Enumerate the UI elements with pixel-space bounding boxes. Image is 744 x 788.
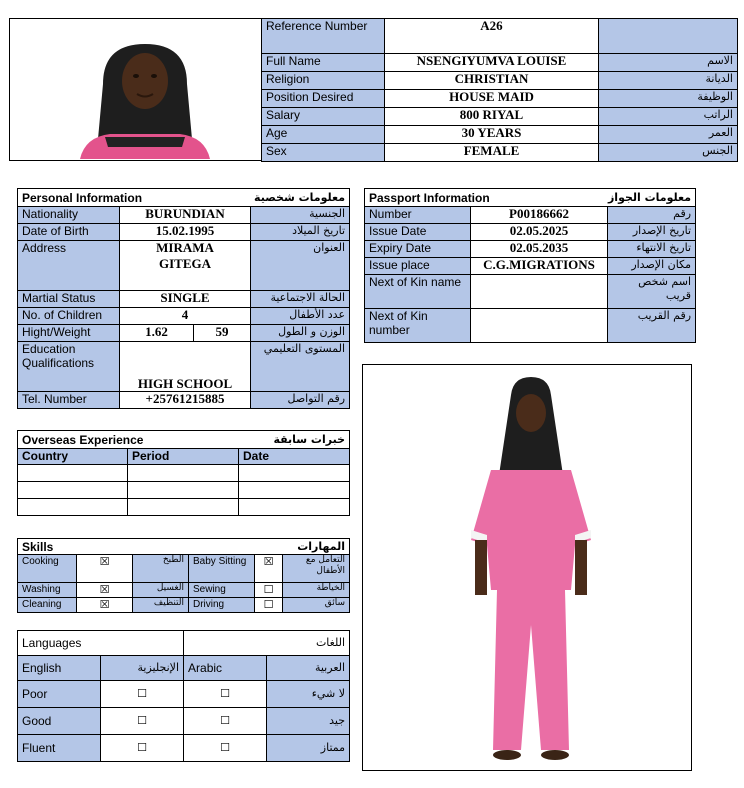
address-label-ar: العنوان [251,241,350,291]
nationality-label-ar: الجنسية [251,207,350,224]
marital-label: Martial Status [18,291,120,308]
salary-label-ar: الراتب [599,108,738,126]
position-value: HOUSE MAID [385,90,599,108]
salary-label: Salary [262,108,385,126]
kin-name-label-ar: اسم شخص قريب [608,275,696,309]
level-fluent-label-ar: ممتاز [267,735,350,762]
skill-sewing-label-ar: الخياطة [283,583,350,598]
religion-value: CHRISTIAN [385,72,599,90]
level-poor-label-ar: لا شيء [267,681,350,708]
personal-title-ar: معلومات شخصية [254,191,346,204]
skill-cooking-label-ar: الطبخ [133,555,189,583]
skill-babysitting-label-ar: التعامل مع الأطفال [283,555,350,583]
age-label-ar: العمر [599,126,738,144]
level-good-label-ar: جيد [267,708,350,735]
address-line2: GITEGA [158,256,211,271]
age-value: 30 YEARS [385,126,599,144]
passport-number-label-ar: رقم [608,207,696,224]
skill-sewing-label: Sewing [189,583,255,598]
marital-value: SINGLE [120,291,251,308]
nationality-value: BURUNDIAN [120,207,251,224]
issue-date-label-ar: تاريخ الإصدار [608,224,696,241]
passport-info-table [364,188,696,343]
skill-sewing-checkbox[interactable]: ☐ [255,583,283,598]
hw-label: Hight/Weight [18,325,120,342]
overseas-title: Overseas Experience [22,433,144,447]
nationality-label: Nationality [18,207,120,224]
passport-title-ar: معلومات الجواز [607,191,692,204]
portrait-photo [10,19,262,160]
skill-babysitting-checkbox[interactable]: ☒ [255,555,283,583]
expiry-date-value: 02.05.2035 [471,241,608,258]
issue-date-value: 02.05.2025 [471,224,608,241]
arabic-label-ar: العربية [267,656,350,681]
kin-name-value [471,275,608,309]
languages-title-ar: اللغات [184,631,350,656]
level-good-label: Good [18,708,101,735]
sex-value: FEMALE [385,144,599,162]
overseas-table [17,430,350,516]
passport-number-value: P00186662 [471,207,608,224]
level-fluent-label: Fluent [18,735,101,762]
kin-number-value [471,309,608,343]
position-label: Position Desired [262,90,385,108]
english-label-ar: الإنجليزية [101,656,184,681]
skills-title: Skills [22,540,54,554]
personal-title: Personal Information [22,191,143,205]
full-body-photo [363,365,691,770]
passport-title: Passport Information [369,191,490,205]
issue-place-label: Issue place [365,258,471,275]
english-label: English [18,656,101,681]
skill-driving-label-ar: سائق [283,598,350,613]
hw-label-ar: الوزن و الطول [251,325,350,342]
tel-label-ar: رقم التواصل [251,392,350,409]
address-label: Address [18,241,120,291]
skill-cleaning-label: Cleaning [18,598,77,613]
education-label-ar: المستوى التعليمي [251,342,350,392]
skills-table [17,538,350,613]
weight-value: 59 [194,325,251,342]
dob-value: 15.02.1995 [120,224,251,241]
arabic-poor-checkbox[interactable]: ☐ [184,681,267,708]
issue-date-label: Issue Date [365,224,471,241]
passport-number-label: Number [365,207,471,224]
portrait-photo-box [9,18,263,161]
issue-place-label-ar: مكان الإصدار [608,258,696,275]
arabic-good-checkbox[interactable]: ☐ [184,708,267,735]
religion-label: Religion [262,72,385,90]
skill-cooking-label: Cooking [18,555,77,583]
kin-number-label-ar: رقم القريب [608,309,696,343]
col-period: Period [128,449,239,465]
religion-label-ar: الديانة [599,72,738,90]
height-value: 1.62 [120,325,194,342]
reference-label-ar [599,19,738,54]
skill-babysitting-label: Baby Sitting [189,555,255,583]
reference-value: A26 [385,19,599,54]
skill-washing-label-ar: الغسيل [133,583,189,598]
english-good-checkbox[interactable]: ☐ [101,708,184,735]
expiry-date-label-ar: تاريخ الانتهاء [608,241,696,258]
children-label-ar: عدد الأطفال [251,308,350,325]
tel-value: +25761215885 [120,392,251,409]
fullname-value: NSENGIYUMVA LOUISE [385,54,599,72]
dob-label-ar: تاريخ الميلاد [251,224,350,241]
full-body-photo-box [362,364,692,771]
table-row [18,465,350,482]
skill-driving-checkbox[interactable]: ☐ [255,598,283,613]
skill-washing-checkbox[interactable]: ☒ [77,583,133,598]
languages-title: Languages [18,631,184,656]
expiry-date-label: Expiry Date [365,241,471,258]
reference-label: Reference Number [262,19,385,54]
marital-label-ar: الحالة الاجتماعية [251,291,350,308]
skill-cooking-checkbox[interactable]: ☒ [77,555,133,583]
education-value: HIGH SCHOOL [120,342,251,392]
children-value: 4 [120,308,251,325]
age-label: Age [262,126,385,144]
col-country: Country [18,449,128,465]
skill-cleaning-label-ar: التنظيف [133,598,189,613]
header-table [261,18,738,162]
languages-table [17,630,350,762]
col-date: Date [239,449,350,465]
education-label: Education Qualifications [18,342,120,392]
table-row [18,482,350,499]
dob-label: Date of Birth [18,224,120,241]
skill-driving-label: Driving [189,598,255,613]
skill-cleaning-checkbox[interactable]: ☒ [77,598,133,613]
overseas-title-ar: خبرات سابقة [273,433,346,446]
children-label: No. of Children [18,308,120,325]
skills-title-ar: المهارات [297,540,346,553]
arabic-fluent-checkbox[interactable]: ☐ [184,735,267,762]
personal-info-table [17,188,350,409]
kin-name-label: Next of Kin name [365,275,471,309]
skill-washing-label: Washing [18,583,77,598]
arabic-label: Arabic [184,656,267,681]
fullname-label-ar: الاسم [599,54,738,72]
position-label-ar: الوظيفة [599,90,738,108]
fullname-label: Full Name [262,54,385,72]
english-fluent-checkbox[interactable]: ☐ [101,735,184,762]
level-poor-label: Poor [18,681,101,708]
sex-label: Sex [262,144,385,162]
issue-place-value: C.G.MIGRATIONS [471,258,608,275]
table-row [18,499,350,516]
tel-label: Tel. Number [18,392,120,409]
sex-label-ar: الجنس [599,144,738,162]
address-line1: MIRAMA [156,240,214,255]
english-poor-checkbox[interactable]: ☐ [101,681,184,708]
salary-value: 800 RIYAL [385,108,599,126]
kin-number-label: Next of Kin number [365,309,471,343]
